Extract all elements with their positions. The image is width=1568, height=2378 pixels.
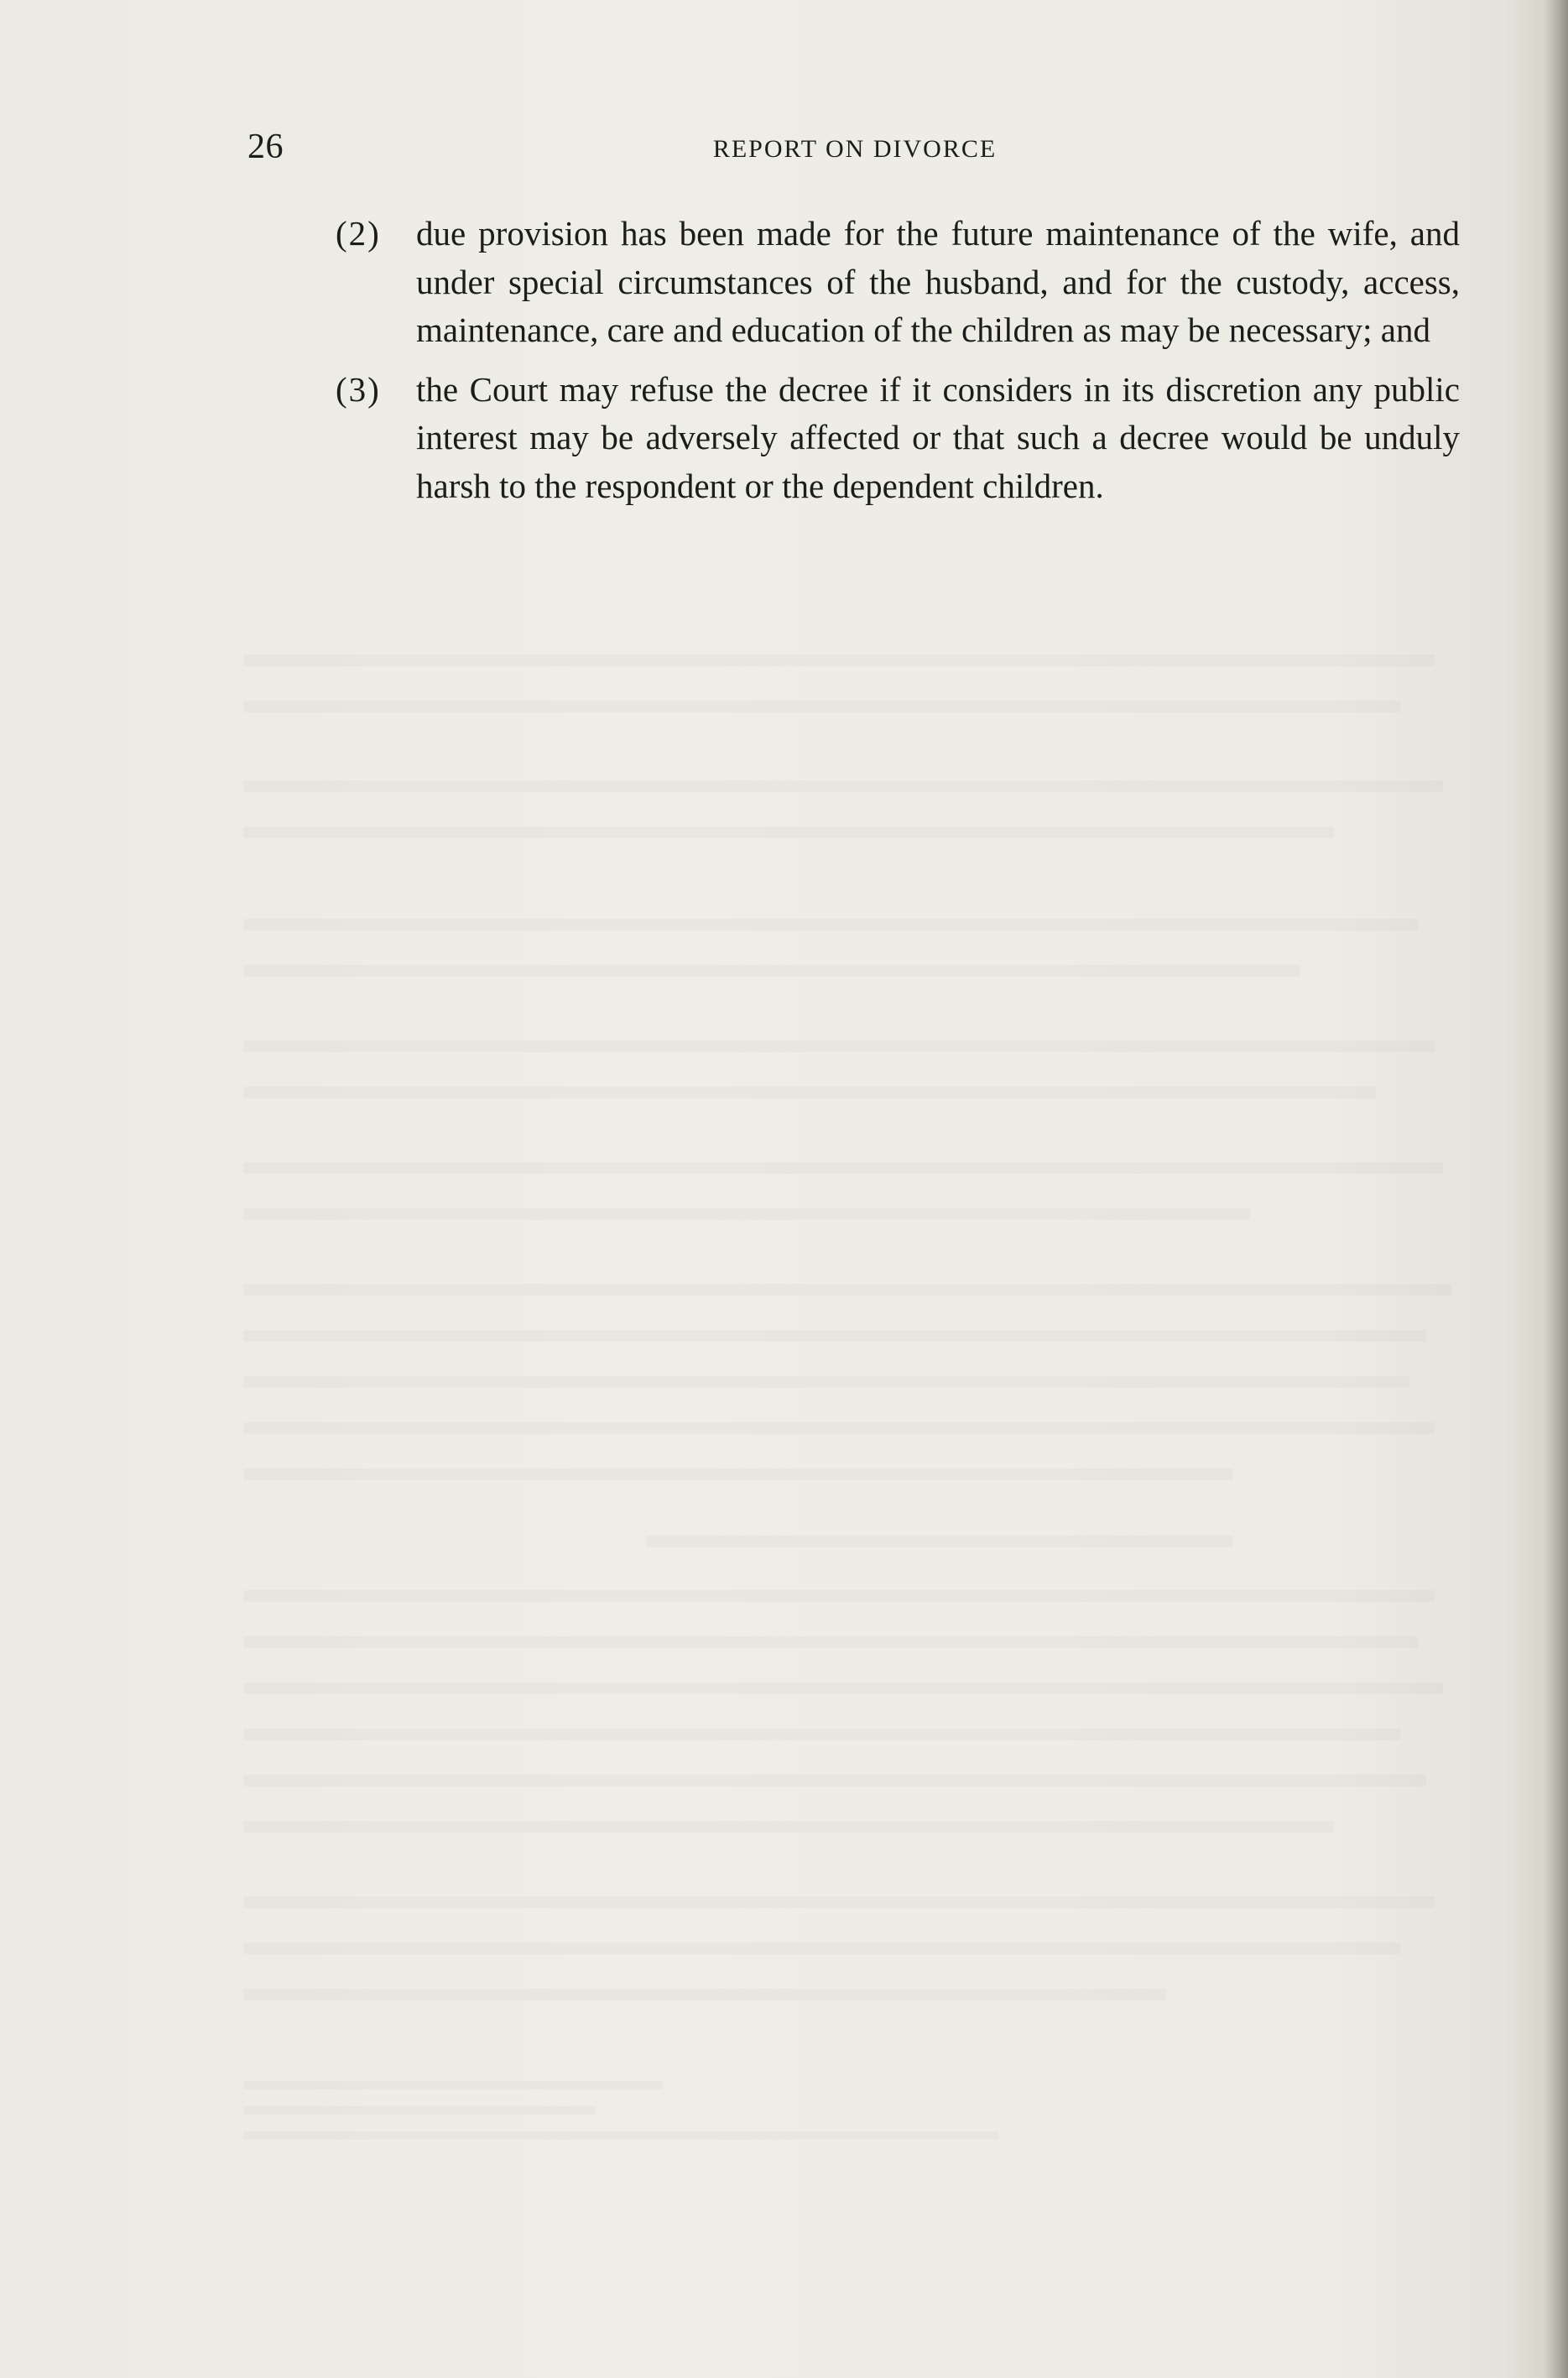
provision-list: [336, 210, 1460, 510]
provision-number: (2): [336, 214, 381, 253]
provision-item: [336, 366, 1460, 511]
page-header: [247, 126, 1462, 176]
provision-text: the Court may refuse the decree if it considers in its discretion any public interest may be adversely affected or that such a decree would be unduly harsh to the respondent or the dependent children.: [416, 369, 1460, 505]
page-edge-shadow: [1545, 0, 1568, 2378]
page-number: 26: [247, 128, 284, 166]
provision-number: (3): [336, 369, 381, 409]
provision-item: [336, 210, 1460, 355]
provision-text: due provision has been made for the future maintenance of the wife, and under special circumstances of the husband, and for the custody, access, maintenance, care and education of the children as may be necessary; and: [416, 214, 1460, 349]
running-head: REPORT ON DIVORCE: [712, 135, 998, 163]
